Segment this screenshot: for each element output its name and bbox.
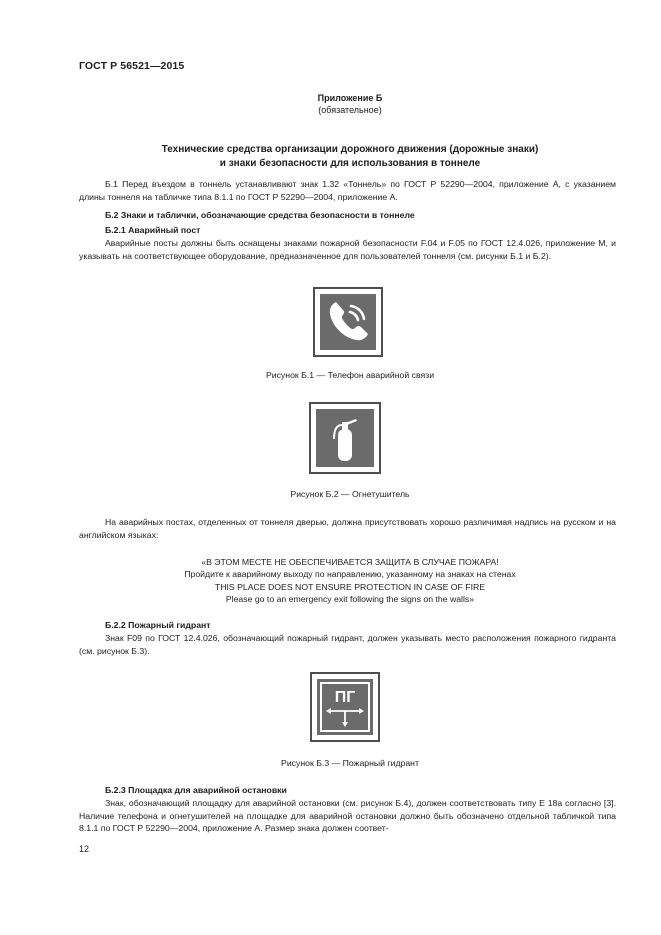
appendix-title: Приложение Б (317, 93, 383, 103)
fire-extinguisher-sign (309, 402, 381, 474)
paragraph-b1: Б.1 Перед въездом в тоннель устанавливают знак 1.32 «Тоннель» по ГОСТ Р 52290—2004, приложение А, с указанием длины тоннеля на табличке типа 8.1.1 по ГОСТ Р 52290—2004, приложение А. (79, 179, 616, 202)
appendix-note: (обязательное) (318, 105, 382, 115)
section-title (60, 143, 640, 171)
phone-sign-field (320, 294, 376, 350)
fire-hydrant-arrows-icon (317, 679, 373, 735)
paragraph-b22: Знак F09 по ГОСТ 12.4.026, обозначающий пожарный гидрант, должен указывать место расположения пожарного гидранта (см. рисунок Б.3). (79, 633, 616, 656)
page-number: 12 (79, 844, 90, 854)
section-title-line1: Технические средства организации дорожного движения (дорожные знаки) (161, 144, 539, 155)
notice-text (100, 556, 600, 606)
fire-hydrant-sign (310, 672, 380, 742)
heading-b2: Б.2 Знаки и таблички, обозначающие средства безопасности в тоннеле (105, 210, 415, 220)
notice-line3: THIS PLACE DOES NOT ENSURE PROTECTION IN CASE OF FIRE (214, 581, 486, 592)
notice-line2: Пройдите к аварийному выходу по направлению, указанному на знаках на стенах (184, 569, 516, 580)
fire-extinguisher-sign-field (316, 409, 374, 467)
notice-line4: Please go to an emergency exit following the signs on the walls» (225, 594, 475, 605)
heading-b23: Б.2.3 Площадка для аварийной остановки (105, 785, 287, 795)
section-title-line2: и знаки безопасности для использования в тоннеле (219, 158, 481, 169)
figure-caption-b2: Рисунок Б.2 — Огнетушитель (290, 489, 410, 499)
figure-caption-b3: Рисунок Б.3 — Пожарный гидрант (281, 758, 419, 768)
paragraph-b21: Аварийные посты должны быть оснащены знаками пожарной безопасности F.04 и F.05 по ГОСТ 12.4.026, приложение М, и указывать на соответствующее оборудование, предназначенное для пользователей тоннеля (см. рисунки Б.1 и Б.2). (79, 238, 616, 261)
paragraph-emergency-notice: На аварийных постах, отделенных от тоннеля дверью, должна присутствовать хорошо различимая надпись на русском и на английском языках: (79, 517, 616, 540)
heading-b22: Б.2.2 Пожарный гидрант (105, 620, 211, 630)
paragraph-b23: Знак, обозначающий площадку для аварийной остановки (см. рисунок Б.4), должен соответствовать типу Е 18а согласно [3]. Наличие телефона и огнетушителей на площадке для аварийной остановки должно быть обозначено отдельной табличкой типа 8.1.1 по ГОСТ Р 52290—2004, приложение А. Размер знака должен соответ- (79, 798, 616, 834)
fire-hydrant-sign-field (317, 679, 373, 735)
heading-b21: Б.2.1 Аварийный пост (105, 225, 201, 235)
phone-sign (313, 287, 383, 357)
hydrant-sign-label: ПГ (334, 689, 356, 706)
fire-extinguisher-icon (316, 409, 374, 467)
phone-icon (320, 294, 376, 350)
notice-line1: «В ЭТОМ МЕСТЕ НЕ ОБЕСПЕЧИВАЕТСЯ ЗАЩИТА В СЛУЧАЕ ПОЖАРА! (201, 557, 499, 567)
document-id: ГОСТ Р 56521—2015 (79, 60, 185, 72)
figure-caption-b1: Рисунок Б.1 — Телефон аварийной связи (265, 370, 435, 380)
